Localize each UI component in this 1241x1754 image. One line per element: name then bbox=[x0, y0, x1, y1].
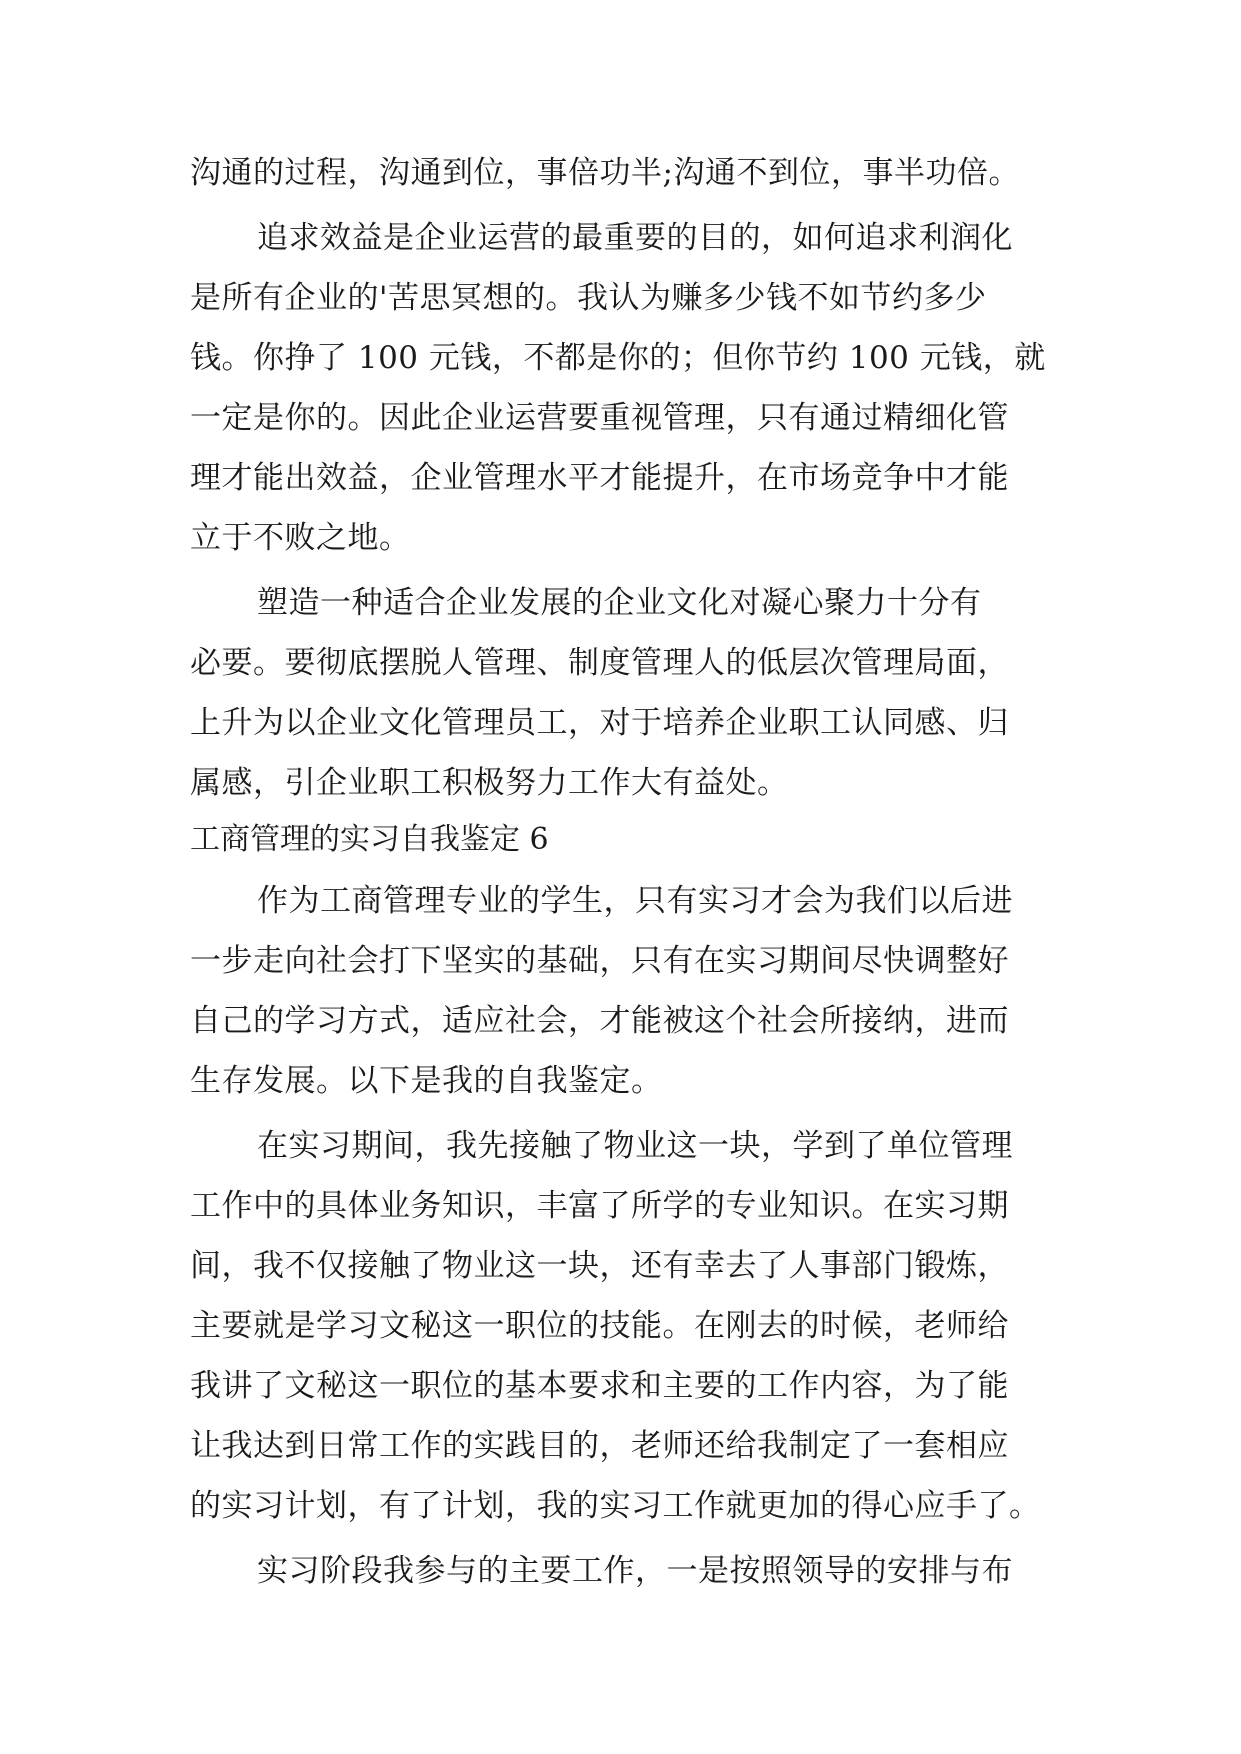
paragraph-3-line-3: 上升为以企业文化管理员工，对于培养企业职工认同感、归 bbox=[190, 705, 1009, 741]
paragraph-2-line-6: 立于不败之地。 bbox=[190, 520, 411, 556]
paragraph-2-line-4: 一定是你的。因此企业运营要重视管理，只有通过精细化管 bbox=[190, 400, 1009, 436]
paragraph-5-line-2: 工作中的具体业务知识，丰富了所学的专业知识。在实习期 bbox=[190, 1188, 1009, 1224]
paragraph-5-line-7: 的实习计划，有了计划，我的实习工作就更加的得心应手了。 bbox=[190, 1488, 1041, 1524]
section-heading: 工商管理的实习自我鉴定 6 bbox=[190, 822, 549, 857]
paragraph-5-line-3: 间，我不仅接触了物业这一块，还有幸去了人事部门锻炼， bbox=[190, 1248, 1009, 1284]
paragraph-3-line-2: 必要。要彻底摆脱人管理、制度管理人的低层次管理局面， bbox=[190, 645, 1009, 681]
paragraph-2-line-1: 追求效益是企业运营的最重要的目的，如何追求利润化 bbox=[257, 220, 1013, 256]
paragraph-4-line-2: 一步走向社会打下坚实的基础，只有在实习期间尽快调整好 bbox=[190, 943, 1009, 979]
paragraph-5-line-6: 让我达到日常工作的实践目的，老师还给我制定了一套相应 bbox=[190, 1428, 1009, 1464]
paragraph-2-line-2: 是所有企业的'苦思冥想的。我认为赚多少钱不如节约多少 bbox=[190, 280, 987, 316]
paragraph-4-line-3: 自己的学习方式，适应社会，才能被这个社会所接纳，进而 bbox=[190, 1003, 1009, 1039]
paragraph-5-line-4: 主要就是学习文秘这一职位的技能。在刚去的时候，老师给 bbox=[190, 1308, 1009, 1344]
paragraph-5-line-1: 在实习期间，我先接触了物业这一块，学到了单位管理 bbox=[257, 1128, 1013, 1164]
paragraph-1-line-1: 沟通的过程，沟通到位，事倍功半;沟通不到位，事半功倍。 bbox=[190, 155, 1020, 191]
paragraph-3-line-1: 塑造一种适合企业发展的企业文化对凝心聚力十分有 bbox=[257, 585, 982, 621]
paragraph-6-line-1: 实习阶段我参与的主要工作，一是按照领导的安排与布 bbox=[257, 1553, 1013, 1589]
paragraph-3-line-4: 属感，引企业职工积极努力工作大有益处。 bbox=[190, 765, 789, 801]
paragraph-4-line-4: 生存发展。以下是我的自我鉴定。 bbox=[190, 1063, 663, 1099]
paragraph-2-line-3: 钱。你挣了 100 元钱，不都是你的；但你节约 100 元钱，就 bbox=[190, 340, 1046, 376]
paragraph-5-line-5: 我讲了文秘这一职位的基本要求和主要的工作内容，为了能 bbox=[190, 1368, 1009, 1404]
paragraph-2-line-5: 理才能出效益，企业管理水平才能提升，在市场竞争中才能 bbox=[190, 460, 1009, 496]
paragraph-4-line-1: 作为工商管理专业的学生，只有实习才会为我们以后进 bbox=[257, 883, 1013, 919]
